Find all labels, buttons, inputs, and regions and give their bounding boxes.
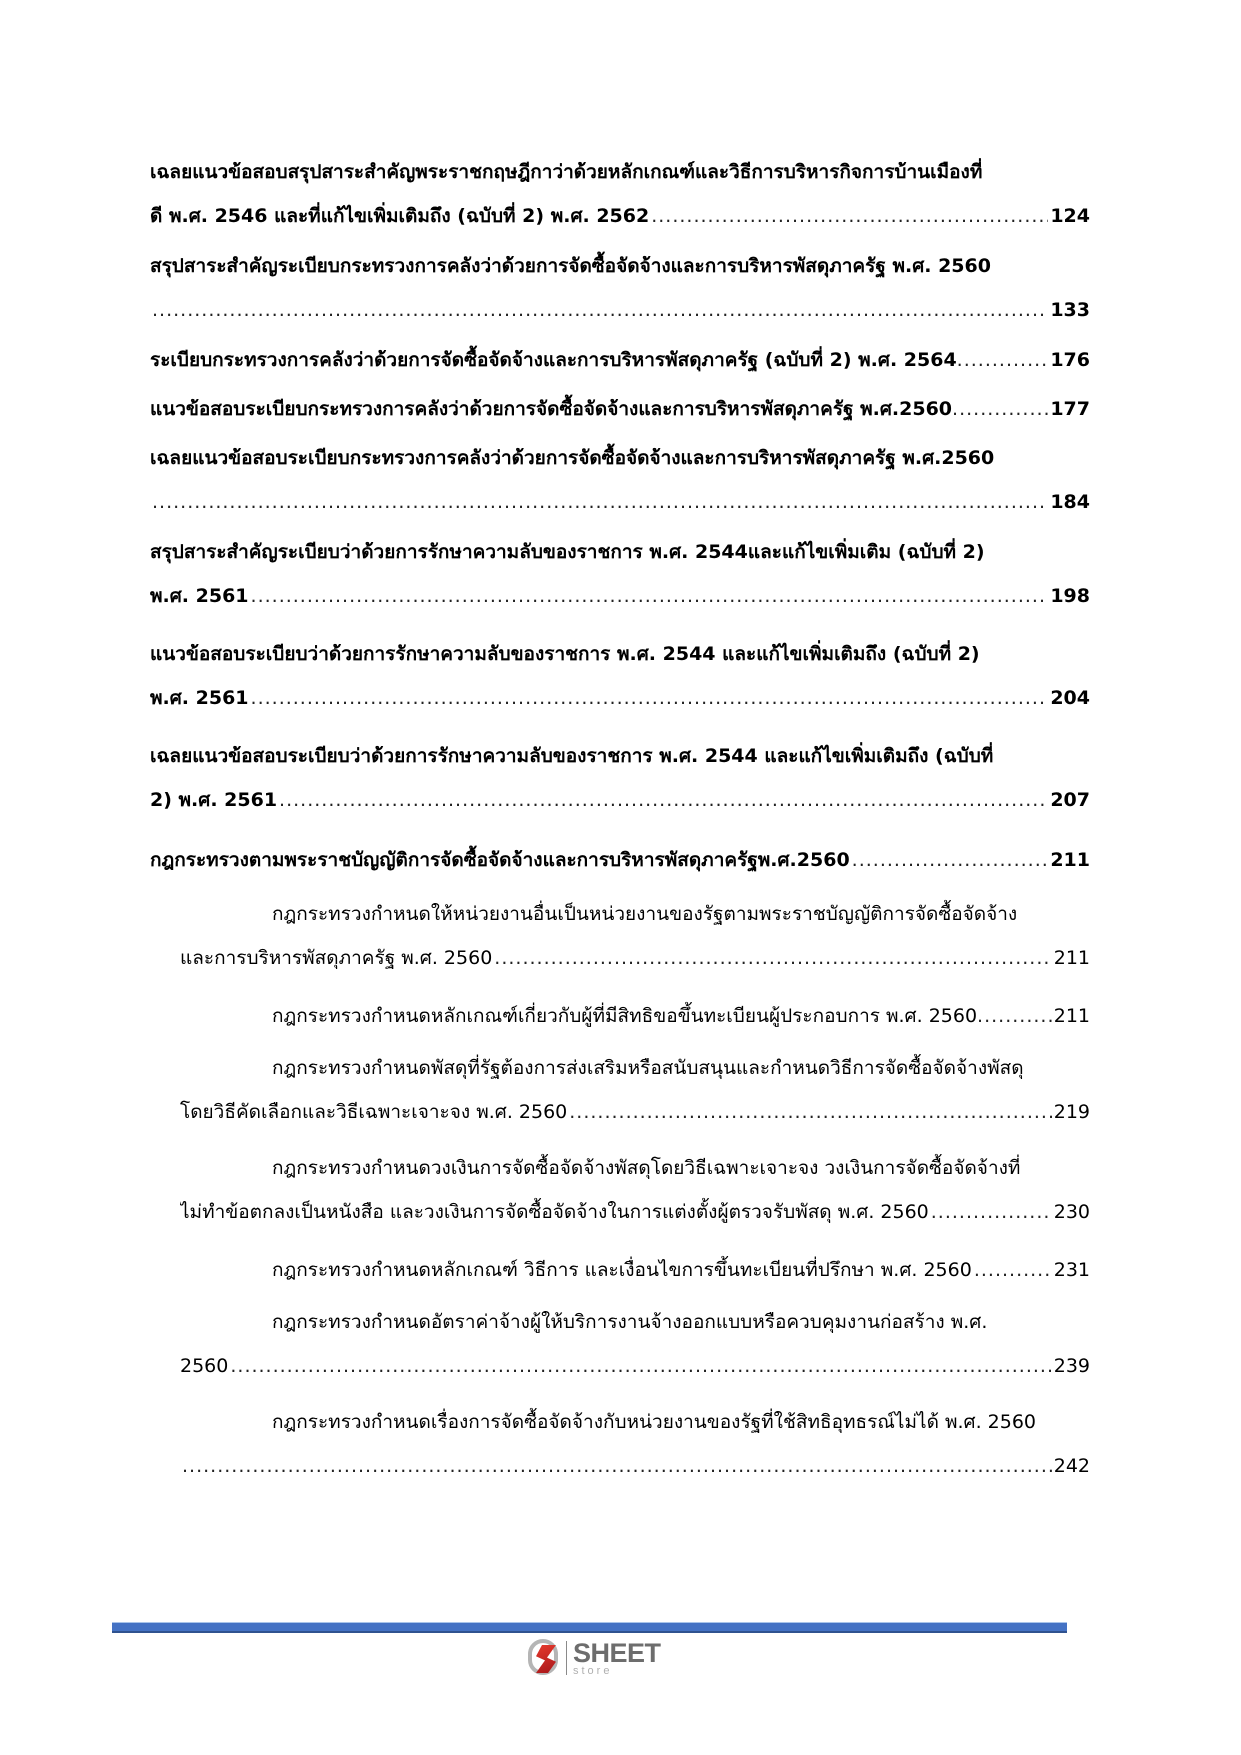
toc-subentry[interactable] [180, 1248, 1090, 1292]
toc-page-number[interactable]: 211 [1050, 849, 1090, 871]
toc-subentry[interactable] [180, 892, 1090, 980]
logo-text-main: SHEET [573, 1637, 661, 1668]
toc-entry-title: แนวข้อสอบระเบียบกระทรวงการคลังว่าด้วยการจัดซื้อจัดจ้างและการบริหารพัสดุภาครัฐ พ.ศ.2560 [150, 398, 953, 420]
toc-page-number[interactable]: 133 [1050, 299, 1090, 321]
toc-entry-title: ระเบียบกระทรวงการคลังว่าด้วยการจัดซื้อจัดจ้างและการบริหารพัสดุภาครัฐ (ฉบับที่ 2) พ.ศ. 2564 [150, 349, 957, 371]
toc-page-number[interactable]: 211 [1053, 947, 1090, 969]
toc-page-number[interactable]: 231 [1053, 1259, 1090, 1281]
toc-entry-title-cont: พ.ศ. 2561 [150, 585, 249, 607]
dot-leader [977, 994, 1054, 1038]
dot-leader [952, 387, 1050, 431]
dot-leader [230, 1344, 1051, 1388]
toc-entry[interactable] [150, 632, 1090, 720]
toc-page-number[interactable]: 239 [1053, 1355, 1090, 1377]
toc-entry-title: กฎกระทรวงตามพระราชบัญญัติการจัดซื้อจัดจ้างและการบริหารพัสดุภาครัฐพ.ศ.2560 [150, 849, 850, 871]
toc-entry-title: สรุปสาระสำคัญระเบียบว่าด้วยการรักษาความลับของราชการ พ.ศ. 2544และแก้ไขเพิ่มเติม (ฉบับที่ 2) [150, 541, 985, 563]
dot-leader [251, 574, 1049, 618]
toc-subentry-title: กฎกระทรวงกำหนดวงเงินการจัดซื้อจัดจ้างพัสดุโดยวิธีเฉพาะเจาะจง วงเงินการจัดซื้อจัดจ้างที่ [272, 1157, 1021, 1179]
toc-entry-title: เฉลยแนวข้อสอบระเบียบว่าด้วยการรักษาความลับของราชการ พ.ศ. 2544 และแก้ไขเพิ่มเติมถึง (ฉบับที่ [150, 745, 994, 767]
dot-leader [569, 1090, 1051, 1134]
toc-subentry[interactable] [180, 1300, 1090, 1388]
toc-entry-title: เฉลยแนวข้อสอบสรุปสาระสำคัญพระราชกฤษฎีกาว่าด้วยหลักเกณฑ์และวิธีการบริหารกิจการบ้านเมืองที่ [150, 161, 983, 183]
logo-separator [566, 1641, 567, 1675]
dot-leader [279, 778, 1048, 822]
toc-entry-title-cont: พ.ศ. 2561 [150, 687, 249, 709]
toc-subentry[interactable] [180, 1400, 1090, 1488]
dot-leader [494, 936, 1051, 980]
dot-leader [957, 338, 1051, 382]
logo-text-sub: store [573, 1664, 613, 1677]
toc-subentry-title-cont: 2560 [180, 1355, 229, 1377]
toc-page-number[interactable]: 198 [1050, 585, 1090, 607]
dot-leader [931, 1190, 1052, 1234]
toc-page-number[interactable]: 207 [1050, 789, 1090, 811]
toc-subentry-title-cont: โดยวิธีคัดเลือกและวิธีเฉพาะเจาะจง พ.ศ. 2560 [180, 1101, 568, 1123]
toc-entry[interactable] [150, 734, 1090, 822]
toc-subentry-title: กฎกระทรวงกำหนดเรื่องการจัดซื้อจัดจ้างกับหน่วยงานของรัฐที่ใช้สิทธิอุทธรณ์ไม่ได้ พ.ศ. 2560 [272, 1411, 1036, 1433]
toc-page-number[interactable]: 211 [1053, 1005, 1090, 1027]
dot-leader [251, 676, 1049, 720]
toc-subentry[interactable] [180, 1146, 1090, 1234]
toc-page-number[interactable]: 184 [1050, 491, 1090, 513]
sheet-store-logo [528, 1638, 661, 1678]
toc-subentry-title-cont: และการบริหารพัสดุภาครัฐ พ.ศ. 2560 [180, 947, 493, 969]
toc-subentry-title-cont: ไม่ทำข้อตกลงเป็นหนังสือ และวงเงินการจัดซื้อจัดจ้างในการแต่งตั้งผู้ตรวจรับพัสดุ พ.ศ. 2560 [180, 1201, 929, 1223]
dot-leader [182, 1444, 1052, 1488]
dot-leader [152, 288, 1048, 332]
toc-subentry-title: กฎกระทรวงกำหนดหลักเกณฑ์เกี่ยวกับผู้ที่มีสิทธิขอขึ้นทะเบียนผู้ประกอบการ พ.ศ. 2560 [272, 1005, 978, 1027]
toc-entry-title-cont: ดี พ.ศ. 2546 และที่แก้ไขเพิ่มเติมถึง (ฉบับที่ 2) พ.ศ. 2562 [150, 205, 650, 227]
toc-page-number[interactable]: 177 [1050, 398, 1090, 420]
toc-entry[interactable] [150, 338, 1090, 382]
toc-entry[interactable] [150, 387, 1090, 431]
toc-entry[interactable] [150, 436, 1090, 524]
toc-subentry-title: กฎกระทรวงกำหนดหลักเกณฑ์ วิธีการ และเงื่อนไขการขึ้นทะเบียนที่ปรึกษา พ.ศ. 2560 [272, 1259, 972, 1281]
toc-entry[interactable] [150, 244, 1090, 332]
toc-page-number[interactable]: 242 [1053, 1455, 1090, 1477]
toc-subentry[interactable] [180, 1046, 1090, 1134]
dot-leader [974, 1248, 1052, 1292]
toc-subentry-title: กฎกระทรวงกำหนดพัสดุที่รัฐต้องการส่งเสริมหรือสนับสนุนและกำหนดวิธีการจัดซื้อจัดจ้างพัสดุ [272, 1057, 1024, 1079]
dot-leader [852, 838, 1049, 882]
toc-entry[interactable] [150, 838, 1090, 882]
toc-page-number[interactable]: 176 [1050, 349, 1090, 371]
toc-entry-title: สรุปสาระสำคัญระเบียบกระทรวงการคลังว่าด้วยการจัดซื้อจัดจ้างและการบริหารพัสดุภาครัฐ พ.ศ. 2560 [150, 255, 991, 277]
toc-page-number[interactable]: 204 [1050, 687, 1090, 709]
dot-leader [651, 194, 1048, 238]
dot-leader [152, 480, 1048, 524]
toc-page-number[interactable]: 230 [1053, 1201, 1090, 1223]
toc-subentry-title: กฎกระทรวงกำหนดให้หน่วยงานอื่นเป็นหน่วยงานของรัฐตามพระราชบัญญัติการจัดซื้อจัดจ้าง [272, 903, 1018, 925]
toc-entry-title-cont: 2) พ.ศ. 2561 [150, 789, 278, 811]
toc-entry[interactable] [150, 150, 1090, 238]
toc-entry[interactable] [150, 530, 1090, 618]
toc-page-number[interactable]: 124 [1050, 205, 1090, 227]
footer-divider-bar [112, 1622, 1067, 1633]
toc-subentry[interactable] [180, 994, 1090, 1038]
toc-entry-title: แนวข้อสอบระเบียบว่าด้วยการรักษาความลับของราชการ พ.ศ. 2544 และแก้ไขเพิ่มเติมถึง (ฉบับที่ 2) [150, 643, 980, 665]
toc-page-number[interactable]: 219 [1053, 1101, 1090, 1123]
s-logo-icon [528, 1639, 562, 1677]
toc-entry-title: เฉลยแนวข้อสอบระเบียบกระทรวงการคลังว่าด้วยการจัดซื้อจัดจ้างและการบริหารพัสดุภาครัฐ พ.ศ.2560 [150, 447, 995, 469]
toc-subentry-title: กฎกระทรวงกำหนดอัตราค่าจ้างผู้ให้บริการงานจ้างออกแบบหรือควบคุมงานก่อสร้าง พ.ศ. [272, 1311, 988, 1333]
